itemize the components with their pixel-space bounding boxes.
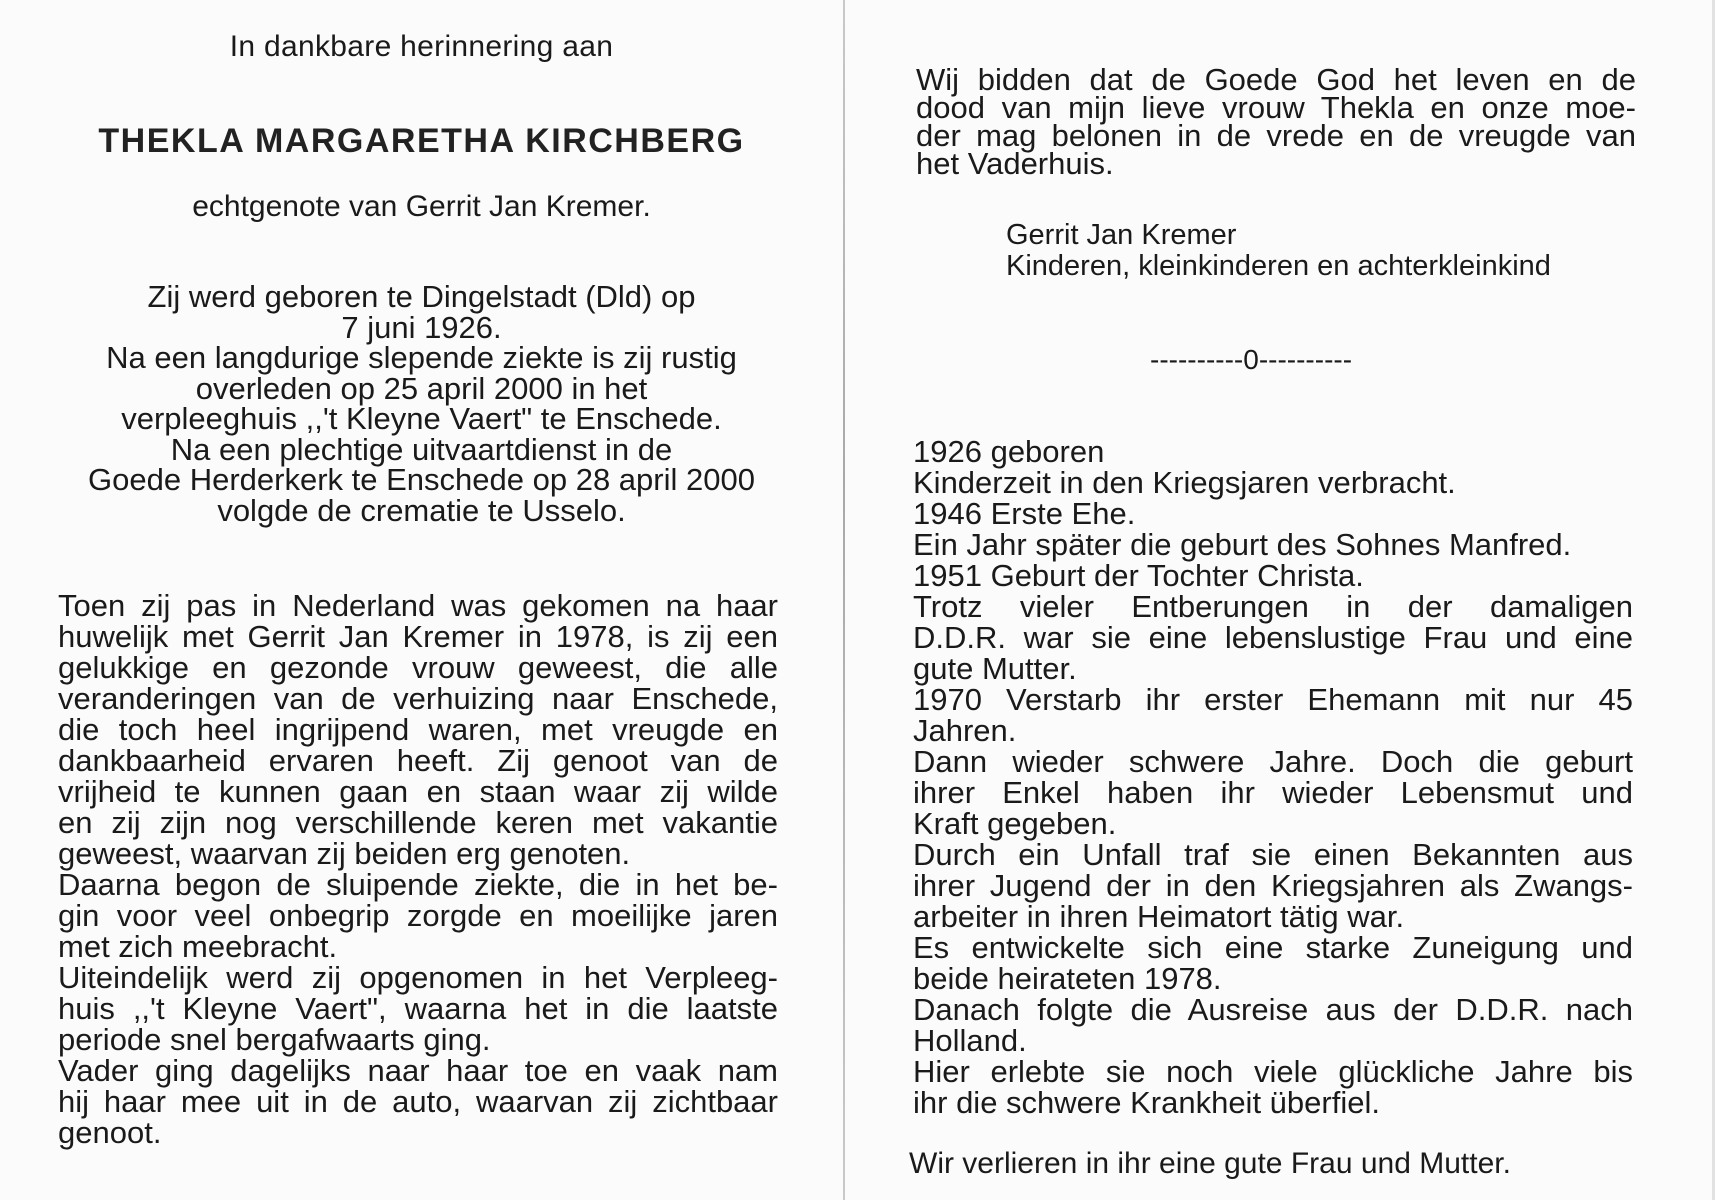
timeline-line: D.D.R. war sie eine lebenslustige Frau und eine	[913, 620, 1633, 655]
german-life-timeline	[913, 436, 1633, 1118]
signer-name: Gerrit Jan Kremer	[1006, 219, 1237, 251]
timeline-line: beide heirateten 1978.	[913, 961, 1222, 996]
story-line: Vader ging dagelijks naar haar toe en vaak nam	[58, 1053, 778, 1088]
timeline-line: Durch ein Unfall traf sie einen Bekannten aus	[913, 837, 1633, 872]
timeline-line: Ein Jahr später die geburt des Sohnes Manfred.	[913, 527, 1572, 562]
timeline-line: Kinderzeit in den Kriegsjaren verbracht.	[913, 465, 1456, 500]
story-line: geweest, waarvan zij beiden erg genoten.	[58, 836, 631, 871]
prayer-line: Wij bidden dat de Goede God het leven en de	[916, 62, 1636, 97]
closing-line: Wir verlieren in ihr eine gute Frau und Mutter.	[909, 1147, 1511, 1180]
timeline-line: 1970 Verstarb ihr erster Ehemann mit nur 45	[913, 682, 1633, 717]
story-line: dankbaarheid ervaren heeft. Zij genoot van de	[58, 743, 778, 778]
timeline-line: Es entwickelte sich eine starke Zuneigung und	[913, 930, 1633, 965]
bio-line: overleden op 25 april 2000 in het	[195, 370, 648, 406]
prayer-line: der mag belonen in de vrede en de vreugde van	[916, 118, 1636, 153]
biography-paragraph	[0, 279, 843, 528]
timeline-line: ihrer Jugend der in den Kriegsjahren als Zwangs-	[913, 868, 1633, 903]
signers-block	[1006, 220, 1551, 282]
card-fold-line	[843, 0, 845, 1200]
timeline-line: Kraft gegeben.	[913, 806, 1117, 841]
story-line: Daarna begon de sluipende ziekte, die in het be-	[58, 867, 778, 902]
story-line: huwelijk met Gerrit Jan Kremer in 1978, is zij een	[58, 619, 778, 654]
timeline-line: 1926 geboren	[913, 434, 1105, 469]
timeline-line: Holland.	[913, 1023, 1027, 1058]
spouse-line: echtgenote van Gerrit Jan Kremer.	[192, 190, 651, 223]
bio-line: verpleeghuis ,,'t Kleyne Vaert" te Enschede.	[121, 401, 722, 436]
story-line: veranderingen van de verhuizing naar Enschede,	[58, 681, 778, 716]
timeline-line: ihrer Enkel haben ihr wieder Lebensmut und	[913, 775, 1633, 810]
timeline-line: Danach folgte die Ausreise aus der D.D.R. nach	[913, 992, 1633, 1027]
bio-line: volgde de crematie te Usselo.	[217, 492, 626, 528]
section-separator: ----------0----------	[1150, 344, 1353, 375]
bio-line: Na een langdurige slepende ziekte is zij rustig	[106, 340, 737, 375]
bio-line: Zij werd geboren te Dingelstadt (Dld) op	[147, 279, 696, 314]
timeline-line: Trotz vieler Entberungen in der damaligen	[913, 589, 1633, 624]
timeline-line: Jahren.	[913, 713, 1017, 748]
story-line: huis ,,'t Kleyne Vaert", waarna het in die laatste	[58, 991, 778, 1026]
timeline-line: Hier erlebte sie noch viele glückliche Jahre bis	[913, 1054, 1633, 1089]
timeline-line: ihr die schwere Krankheit überfiel.	[913, 1085, 1380, 1120]
bio-line: 7 juni 1926.	[341, 309, 502, 345]
story-line: vrijheid te kunnen gaan en staan waar zij wilde	[58, 774, 778, 809]
story-line: Toen zij pas in Nederland was gekomen na haar	[58, 588, 778, 623]
timeline-line: arbeiter in ihren Heimatort tätig war.	[913, 899, 1405, 934]
story-line: gelukkige en gezonde vrouw geweest, die alle	[58, 650, 778, 685]
life-story-paragraph	[58, 590, 778, 1148]
story-line: met zich meebracht.	[58, 929, 338, 964]
story-line: gin voor veel onbegrip zorgde en moeilijke jaren	[58, 898, 778, 933]
memorial-intro: In dankbare herinnering aan	[229, 30, 614, 63]
story-line: en zij zijn nog verschillende keren met vakantie	[58, 805, 778, 840]
timeline-line: 1951 Geburt der Tochter Christa.	[913, 558, 1364, 593]
bio-line: Na een plechtige uitvaartdienst in de	[170, 431, 673, 467]
story-line: hij haar mee uit in de auto, waarvan zij zichtbaar	[58, 1084, 778, 1119]
story-line: genoot.	[58, 1115, 162, 1150]
timeline-line: gute Mutter.	[913, 651, 1077, 686]
timeline-line: 1946 Erste Ehe.	[913, 496, 1136, 531]
story-line: periode snel bergafwaarts ging.	[58, 1022, 491, 1057]
timeline-line: Dann wieder schwere Jahre. Doch die geburt	[913, 744, 1633, 779]
deceased-name: THEKLA MARGARETHA KIRCHBERG	[98, 122, 745, 160]
bio-line: Goede Herderkerk te Enschede op 28 april 2000	[88, 462, 755, 497]
prayer-paragraph	[916, 62, 1636, 181]
signer-family: Kinderen, kleinkinderen en achterkleinkind	[1006, 250, 1551, 282]
story-line: die toch heel ingrijpend waren, met vreugde en	[58, 712, 778, 747]
prayer-line: dood van mijn lieve vrouw Thekla en onze moe-	[916, 90, 1636, 125]
story-line: Uiteindelijk werd zij opgenomen in het Verpleeg-	[58, 960, 778, 995]
prayer-line: het Vaderhuis.	[916, 146, 1114, 181]
